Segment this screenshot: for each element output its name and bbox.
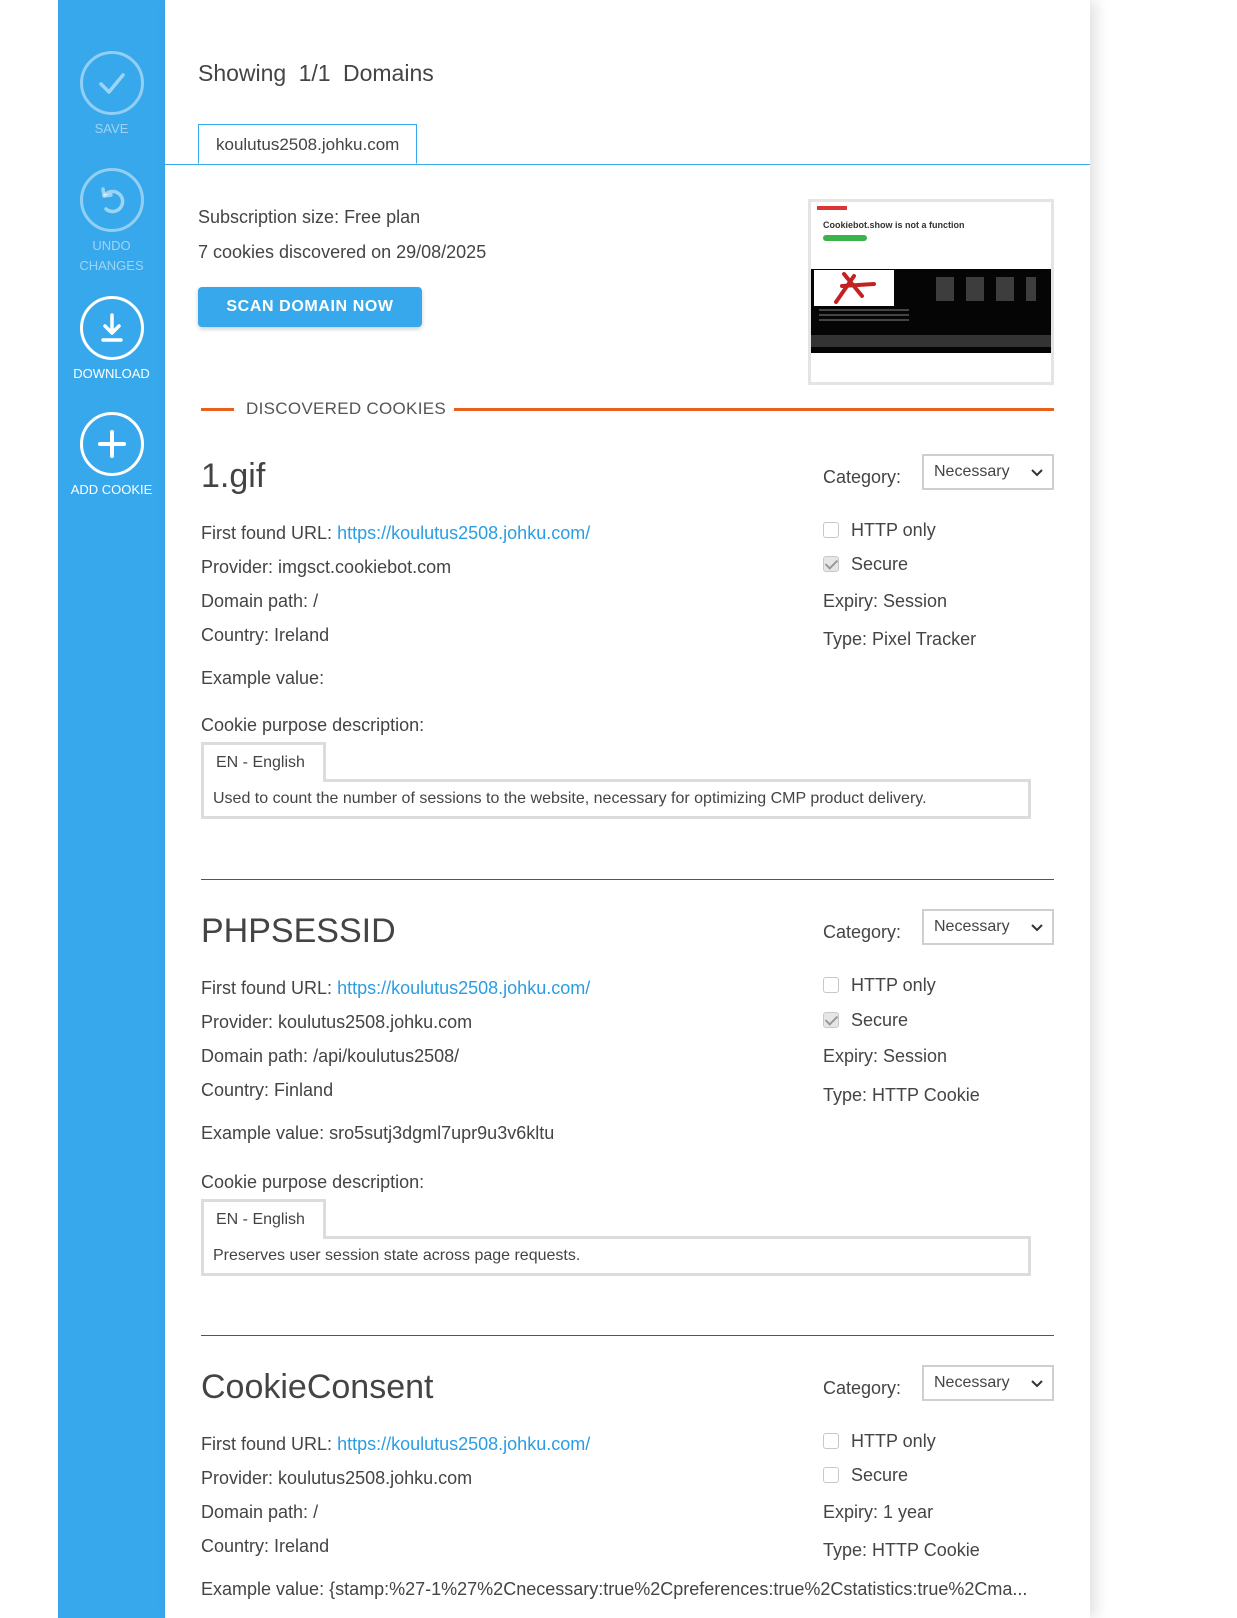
expiry-label: Expiry: — [823, 591, 879, 611]
country-label: Country: — [201, 625, 270, 645]
domain-path-value: /api/koulutus2508/ — [313, 1046, 460, 1066]
provider — [201, 557, 451, 578]
secure-checkbox[interactable] — [823, 556, 839, 572]
header-rule-left — [201, 408, 234, 411]
secure-option — [823, 554, 908, 575]
example-value — [201, 1123, 554, 1144]
cookie-separator — [201, 879, 1054, 880]
country — [201, 1536, 329, 1557]
plus-icon — [80, 412, 144, 476]
secure-label: Secure — [851, 1465, 909, 1485]
main-panel — [165, 0, 1090, 1618]
scan-domain-button[interactable]: SCAN DOMAIN NOW — [198, 287, 422, 327]
provider-label: Provider: — [201, 1012, 274, 1032]
domain-path — [201, 591, 318, 612]
first-found-url — [201, 523, 590, 544]
add-cookie-label: ADD COOKIE — [70, 482, 153, 497]
country-value: Ireland — [274, 1536, 330, 1556]
provider — [201, 1468, 472, 1489]
first-found-url — [201, 978, 590, 999]
type-value: Pixel Tracker — [872, 629, 977, 649]
first-found-url-link[interactable]: https://koulutus2508.johku.com/ — [337, 1434, 591, 1454]
example-value — [201, 1579, 1027, 1600]
example-value — [201, 668, 324, 689]
type — [823, 1085, 980, 1106]
undo-icon — [80, 168, 144, 232]
secure-label: Secure — [851, 1010, 909, 1030]
domain-path-label: Domain path: — [201, 591, 309, 611]
cookie-name: CookieConsent — [201, 1368, 434, 1406]
lang-tab-en[interactable]: EN - English — [201, 742, 326, 782]
thumb-image — [814, 270, 894, 306]
first-found-url-link[interactable]: https://koulutus2508.johku.com/ — [337, 978, 591, 998]
save-label: SAVE — [94, 121, 129, 136]
http-only-option — [823, 520, 936, 541]
thumb-badge — [823, 235, 867, 241]
secure-label: Secure — [851, 554, 909, 574]
secure-checkbox[interactable] — [823, 1012, 839, 1028]
expiry — [823, 591, 947, 612]
cookie-name: PHPSESSID — [201, 912, 396, 950]
download-button[interactable] — [58, 296, 165, 384]
domain-path — [201, 1046, 459, 1067]
type-label: Type: — [823, 1540, 868, 1560]
category-label: Category: — [823, 922, 902, 942]
type — [823, 1540, 980, 1561]
first-found-url — [201, 1434, 590, 1455]
http-only-label: HTTP only — [851, 1431, 936, 1451]
country-label: Country: — [201, 1536, 270, 1556]
domain-path-value: / — [313, 591, 319, 611]
type-value: HTTP Cookie — [872, 1085, 980, 1105]
domain-path — [201, 1502, 318, 1523]
tab-domain[interactable]: koulutus2508.johku.com — [198, 124, 417, 164]
expiry-value: 1 year — [883, 1502, 934, 1522]
subscription-size: Subscription size: Free plan — [198, 207, 421, 227]
secure-option — [823, 1010, 908, 1031]
header-rule-right — [454, 408, 1054, 411]
http-only-option — [823, 1431, 936, 1452]
chevron-down-icon — [1030, 923, 1044, 933]
cookie-name: 1.gif — [201, 457, 266, 495]
type-label: Type: — [823, 1085, 868, 1105]
category-label: Category: — [823, 467, 902, 487]
secure-option — [823, 1465, 908, 1486]
check-icon — [80, 51, 144, 115]
country — [201, 625, 329, 646]
domain-path-label: Domain path: — [201, 1046, 309, 1066]
purpose-label: Cookie purpose description: — [201, 715, 425, 735]
thumb-title: Cookiebot.show is not a function — [823, 220, 965, 230]
download-icon — [80, 296, 144, 360]
example-value-text: sro5sutj3dgml7upr9u3v6kltu — [329, 1123, 555, 1143]
provider-label: Provider: — [201, 557, 274, 577]
type — [823, 629, 976, 650]
purpose-description[interactable]: Used to count the number of sessions to the website, necessary for optimizing CMP product delivery. — [201, 779, 1031, 819]
thumb-dark-area — [811, 269, 1051, 353]
cookies-discovered: 7 cookies discovered on 29/08/2025 — [198, 242, 487, 262]
undo-changes-button[interactable] — [58, 168, 165, 276]
http-only-label: HTTP only — [851, 520, 936, 540]
download-label: DOWNLOAD — [73, 366, 150, 381]
purpose-description[interactable]: Preserves user session state across page requests. — [201, 1236, 1031, 1276]
type-value: HTTP Cookie — [872, 1540, 980, 1560]
country-label: Country: — [201, 1080, 270, 1100]
website-thumbnail[interactable] — [808, 199, 1054, 385]
category-value: Necessary — [934, 463, 1010, 480]
chevron-down-icon — [1030, 468, 1044, 478]
category-select[interactable] — [922, 1365, 1054, 1401]
example-value-label: Example value: — [201, 1123, 325, 1143]
undo-label: UNDO CHANGES — [79, 238, 144, 273]
http-only-checkbox[interactable] — [823, 522, 839, 538]
provider — [201, 1012, 472, 1033]
expiry — [823, 1502, 933, 1523]
thumb-columns — [936, 277, 1036, 301]
secure-checkbox[interactable] — [823, 1467, 839, 1483]
discovered-cookies-header — [201, 399, 1054, 419]
first-found-url-label: First found URL: — [201, 1434, 333, 1454]
expiry-label: Expiry: — [823, 1502, 879, 1522]
chevron-down-icon — [1030, 1379, 1044, 1389]
expiry-value: Session — [883, 591, 948, 611]
example-value-label: Example value: — [201, 668, 325, 688]
example-value-text: {stamp:%27-1%27%2Cnecessary:true%2Cpreferences:true%2Cstatistics:true%2Cma... — [329, 1579, 1028, 1599]
domain-path-label: Domain path: — [201, 1502, 309, 1522]
country — [201, 1080, 333, 1101]
thumb-footer — [811, 335, 1051, 347]
category-value: Necessary — [934, 918, 1010, 935]
example-value-label: Example value: — [201, 1579, 325, 1599]
category-value: Necessary — [934, 1374, 1010, 1391]
category-select[interactable] — [922, 454, 1054, 490]
expiry — [823, 1046, 947, 1067]
domains-count-title: Showing 1/1 Domains — [198, 60, 434, 86]
toolbar-sidebar — [58, 0, 165, 1618]
cookie-separator — [201, 1335, 1054, 1336]
first-found-url-label: First found URL: — [201, 978, 333, 998]
country-value: Finland — [274, 1080, 334, 1100]
http-only-label: HTTP only — [851, 975, 936, 995]
discovered-cookies-title: DISCOVERED COOKIES — [246, 399, 446, 418]
save-button[interactable] — [58, 51, 165, 139]
thumb-logo — [817, 206, 847, 210]
provider-label: Provider: — [201, 1468, 274, 1488]
purpose-label: Cookie purpose description: — [201, 1172, 425, 1192]
http-only-option — [823, 975, 936, 996]
provider-value: koulutus2508.johku.com — [278, 1012, 473, 1032]
add-cookie-button[interactable] — [58, 412, 165, 500]
provider-value: koulutus2508.johku.com — [278, 1468, 473, 1488]
lang-tab-en[interactable]: EN - English — [201, 1199, 326, 1239]
expiry-value: Session — [883, 1046, 948, 1066]
http-only-checkbox[interactable] — [823, 977, 839, 993]
first-found-url-link[interactable]: https://koulutus2508.johku.com/ — [337, 523, 591, 543]
category-select[interactable] — [922, 909, 1054, 945]
domain-path-value: / — [313, 1502, 319, 1522]
type-label: Type: — [823, 629, 868, 649]
thumb-text-lines — [819, 309, 909, 323]
first-found-url-label: First found URL: — [201, 523, 333, 543]
country-value: Ireland — [274, 625, 330, 645]
category-label: Category: — [823, 1378, 902, 1398]
http-only-checkbox[interactable] — [823, 1433, 839, 1449]
expiry-label: Expiry: — [823, 1046, 879, 1066]
provider-value: imgsct.cookiebot.com — [278, 557, 452, 577]
